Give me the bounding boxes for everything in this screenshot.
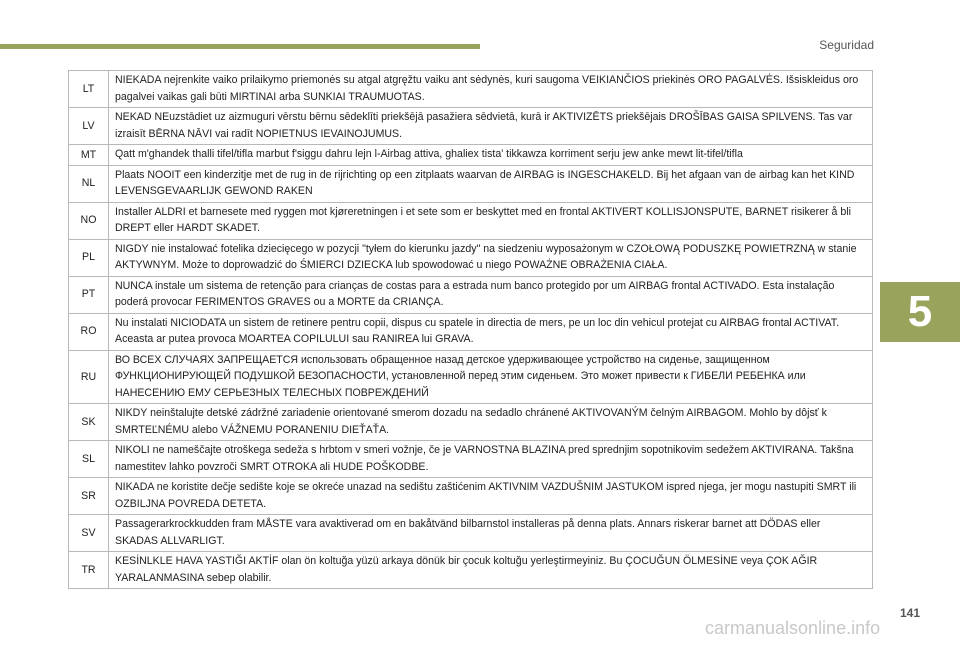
table-row	[69, 239, 873, 276]
table-row	[69, 515, 873, 552]
language-code: RO	[69, 313, 109, 350]
table-row	[69, 108, 873, 145]
language-code: NO	[69, 202, 109, 239]
warning-text: NIKADA ne koristite dečje sedište koje se okreće unazad na sedištu zaštićenim AKTIVNIM VAZDUŠNIM JASTUKOM ispred njega, jer mogu nastupiti SMRT ili OZBILJNA POVREDA DETETA.	[109, 478, 873, 515]
warning-table-body	[69, 71, 873, 589]
language-code: SK	[69, 404, 109, 441]
warning-text: NIEKADA nejrenkite vaiko prilaikymo priemonės su atgal atgręžtu vaiku ant sėdynės, kuri saugoma VEIKIANČIOS priekinės ORO PAGALVĖS. Išsiskleidus oro pagalvei vaikas gali būti MIRTINAI arba SUNKIAI TRAUMUOTAS.	[109, 71, 873, 108]
table-row	[69, 202, 873, 239]
table-row	[69, 313, 873, 350]
table-row	[69, 165, 873, 202]
table-row	[69, 145, 873, 166]
warning-text: Plaats NOOIT een kinderzitje met de rug in de rijrichting op een zitplaats waarvan de AIRBAG is INGESCHAKELD. Bij het afgaan van de airbag kan het KIND LEVENSGEVAARLIJK GEWOND RAKEN	[109, 165, 873, 202]
chapter-number: 5	[907, 287, 933, 336]
warning-text: KESİNLKLE HAVA YASTIĞI AKTİF olan ön koltuğa yüzü arkaya dönük bir çocuk koltuğu yerleştirmeyiniz. Bu ÇOCUĞUN ÖLMESİNE veya ÇOK AĞIR YARALANMASINA sebep olabilir.	[109, 552, 873, 589]
warning-text: NEKAD NEuzstādiet uz aizmuguri vērstu bērnu sēdeklīti priekšējā pasažiera sēdvietā, kurā ir AKTIVIZĒTS priekšējais DROŠĪBAS GAISA SPILVENS. Tas var izraisīt BĒRNA NĀVI vai radīt NOPIETNUS IEVAINOJUMUS.	[109, 108, 873, 145]
table-row	[69, 552, 873, 589]
warning-text: NUNCA instale um sistema de retenção para crianças de costas para a estrada num banco protegido por um AIRBAG frontal ACTIVADO. Esta instalação poderá provocar FERIMENTOS GRAVES ou a MORTE da CRIANÇA.	[109, 276, 873, 313]
table-row	[69, 404, 873, 441]
warning-text: ВО ВСЕХ СЛУЧАЯХ ЗАПРЕЩАЕТСЯ использовать обращенное назад детское удерживающее устройство на сиденье, защищенном ФУНКЦИОНИРУЮЩЕЙ ПОДУШКОЙ БЕЗОПАСНОСТИ, установленной перед этим сиденьем. Это может привести к ГИБЕЛИ РЕБЕНКА или НАНЕСЕНИЮ ЕМУ СЕРЬЕЗНЫХ ТЕЛЕСНЫХ ПОВРЕЖДЕНИЙ	[109, 350, 873, 404]
warning-text: NIKOLI ne nameščajte otroškega sedeža s hrbtom v smeri vožnje, če je VARNOSTNA BLAZINA pred sprednjim sopotnikovim sedežem AKTIVIRANA. Takšna namestitev lahko povzroči SMRT OTROKA ali HUDE POŠKODBE.	[109, 441, 873, 478]
top-accent-bar	[0, 44, 480, 49]
watermark: carmanualsonline.info	[705, 618, 881, 638]
language-code: TR	[69, 552, 109, 589]
warning-text: NIKDY neinštalujte detské zádržné zariadenie orientované smerom dozadu na sedadlo chránené AKTIVOVANÝM čelným AIRBAGOM. Mohlo by dôjsť k SMRTEĽNÉMU alebo VÁŽNEMU PORANENIU DIEŤAŤA.	[109, 404, 873, 441]
language-code: SR	[69, 478, 109, 515]
language-code: MT	[69, 145, 109, 166]
airbag-warning-table	[68, 70, 873, 589]
table-row	[69, 71, 873, 108]
warning-text: Installer ALDRI et barnesete med ryggen mot kjøreretningen i et sete som er beskyttet med en frontal AKTIVERT KOLLISJONSPUTE, BARNET risikerer å bli DREPT eller HARDT SKADET.	[109, 202, 873, 239]
language-code: RU	[69, 350, 109, 404]
language-code: LV	[69, 108, 109, 145]
language-code: NL	[69, 165, 109, 202]
language-code: SV	[69, 515, 109, 552]
table-row	[69, 350, 873, 404]
table-row	[69, 441, 873, 478]
language-code: PT	[69, 276, 109, 313]
language-code: LT	[69, 71, 109, 108]
language-code: SL	[69, 441, 109, 478]
warning-text: Qatt m'ghandek thalli tifel/tifla marbut f'siggu dahru lejn l-Airbag attiva, ghaliex tista' tikkawza korriment serju jew anke mewt lit-tifel/tifla	[109, 145, 873, 166]
chapter-tab	[880, 282, 960, 342]
warning-text: Passagerarkrockkudden fram MÅSTE vara avaktiverad om en bakåtvänd bilbarnstol installeras på denna plats. Annars riskerar barnet att DÖDAS eller SKADAS ALLVARLIGT.	[109, 515, 873, 552]
warning-text: NIGDY nie instalować fotelika dziecięcego w pozycji "tyłem do kierunku jazdy" na siedzeniu wyposażonym w CZOŁOWĄ PODUSZKĘ POWIETRZNĄ w stanie AKTYWNYM. Może to doprowadzić do ŚMIERCI DZIECKA lub spowodować u niego POWAŻNE OBRAŻENIA CIAŁA.	[109, 239, 873, 276]
section-title: Seguridad	[819, 38, 874, 52]
warning-text: Nu instalati NICIODATA un sistem de retinere pentru copii, dispus cu spatele in directia de mers, pe un loc din vehicul protejat cu AIRBAG frontal ACTIVAT. Aceasta ar putea provoca MOARTEA COPILULUI sau RANIREA lui GRAVA.	[109, 313, 873, 350]
page-number: 141	[900, 606, 921, 620]
table-row	[69, 478, 873, 515]
table-row	[69, 276, 873, 313]
language-code: PL	[69, 239, 109, 276]
